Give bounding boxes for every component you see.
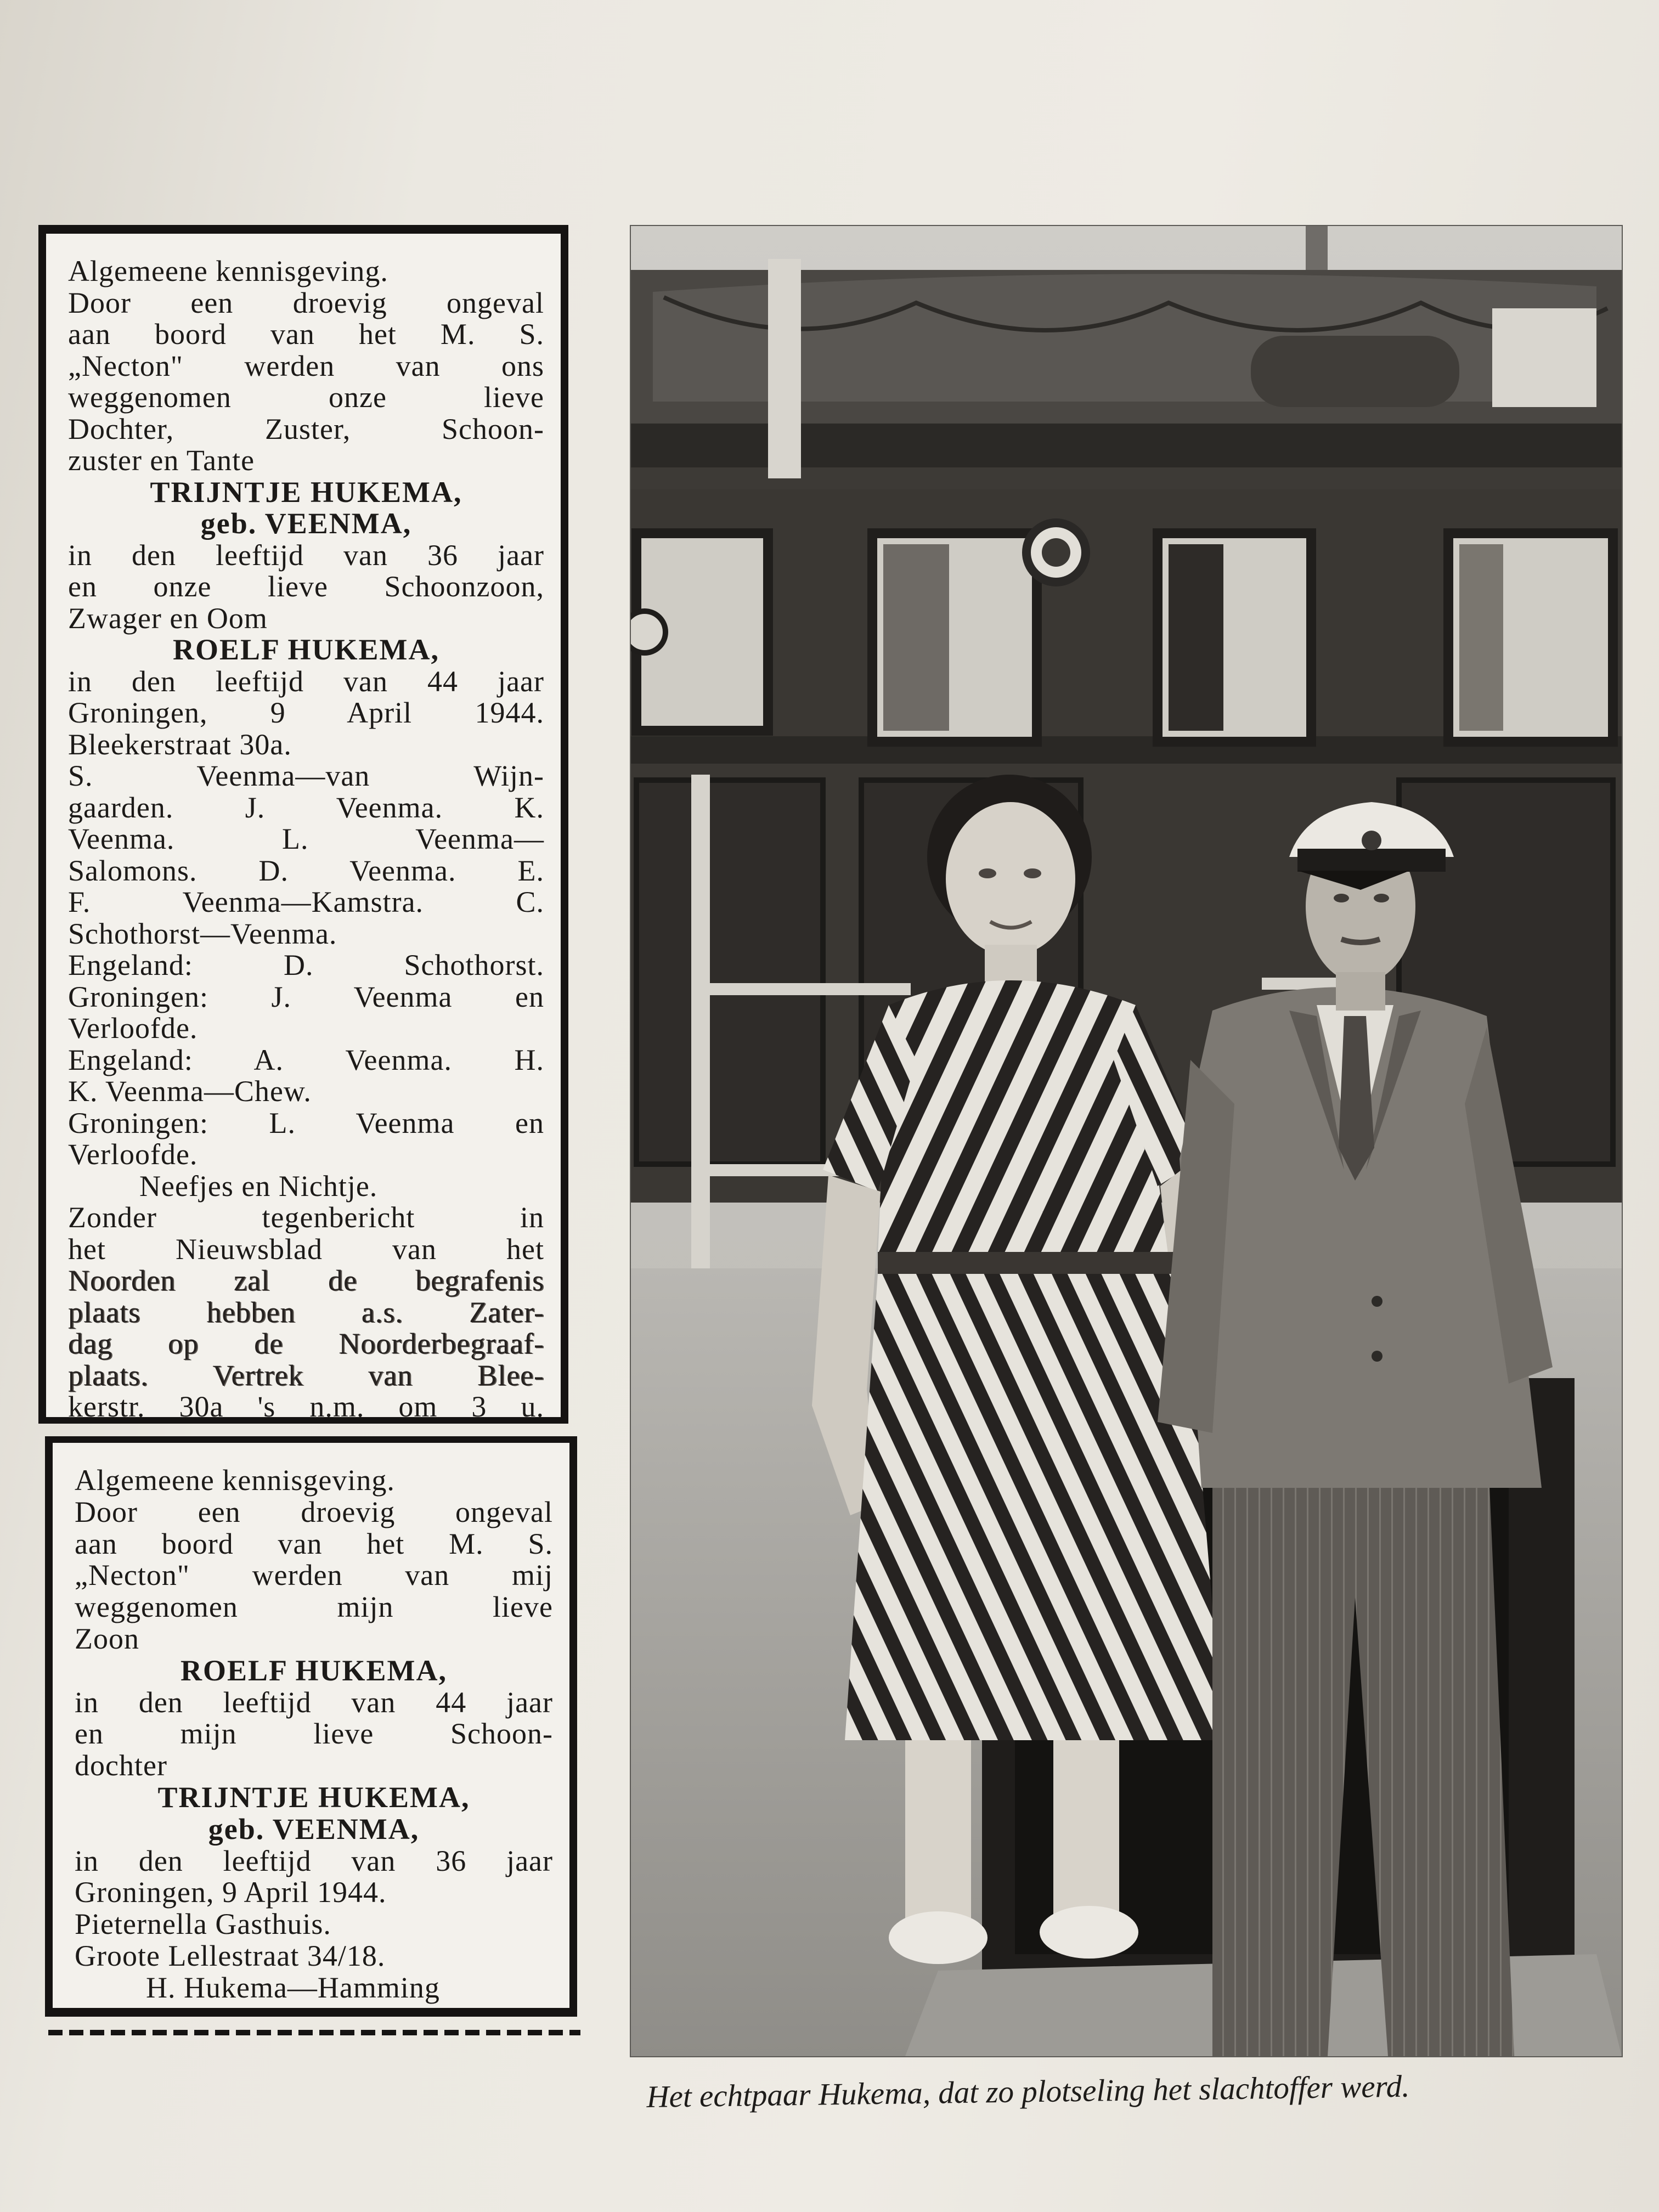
notice-line: geb. VEENMA, <box>200 507 412 540</box>
notice-line: Groningen: J. Veenma en <box>68 980 544 1013</box>
notice-line: plaats hebben a.s. Zater- <box>68 1295 544 1329</box>
death-notice-1 <box>38 225 568 1424</box>
notice-line: Door een droevig ongeval <box>68 286 544 319</box>
notice-line: Groningen, 9 April 1944. <box>68 696 544 729</box>
notice-line: Groote Lellestraat 34/18. <box>75 1939 386 1972</box>
notice-line: Zwager en Oom <box>68 601 268 635</box>
notice-line: Zonder tegenbericht in <box>68 1201 544 1234</box>
notice-1-text <box>68 256 544 1423</box>
notice-line: weggenomen mijn lieve <box>75 1590 553 1624</box>
notice-line: ROELF HUKEMA, <box>172 633 439 666</box>
notice-line: Zoon <box>75 1622 139 1655</box>
notice-line: kerstr. 30a 's n.m. om 3 u. <box>68 1390 544 1423</box>
notice-line: TRIJNTJE HUKEMA, <box>150 475 462 509</box>
notice-line: Engeland: A. Veenma. H. <box>68 1043 544 1076</box>
notice-line: Salomons. D. Veenma. E. <box>68 854 544 887</box>
notice-line: Algemeene kennisgeving. <box>75 1464 395 1497</box>
notice-line: gaarden. J. Veenma. K. <box>68 791 544 824</box>
notice-line: Verloofde. <box>68 1138 198 1171</box>
notice-line: het Nieuwsblad van het <box>68 1232 544 1266</box>
death-notice-2 <box>45 1436 577 2017</box>
notice-line: Veenma. L. Veenma— <box>68 822 544 855</box>
dashed-rule <box>48 2030 580 2035</box>
notice-line: Noorden zal de begrafenis <box>68 1264 544 1297</box>
notice-line: in den leeftijd van 44 jaar <box>75 1685 553 1719</box>
notice-line: Groningen: L. Veenma en <box>68 1106 544 1139</box>
notice-line: en mijn lieve Schoon- <box>75 1717 553 1751</box>
notice-line: en onze lieve Schoonzoon, <box>68 570 544 603</box>
notice-line: S. Veenma—van Wijn- <box>68 759 544 792</box>
photo-caption: Het echtpaar Hukema, dat zo plotseling het slachtoffer werd. <box>646 2069 1410 2114</box>
notice-line: Algemeene kennisgeving. <box>68 255 388 287</box>
photograph-couple-on-ship <box>630 225 1623 2057</box>
notice-line: Door een droevig ongeval <box>75 1495 553 1528</box>
notice-line: „Necton" werden van mij <box>75 1559 553 1592</box>
notice-line: Bleekerstraat 30a. <box>68 727 292 761</box>
notice-line: dag op de Noorderbegraaf- <box>68 1327 544 1360</box>
notice-line: Groningen, 9 April 1944. <box>75 1876 387 1909</box>
notice-line: weggenomen onze lieve <box>68 381 544 414</box>
notice-line: Neefjes en Nichtje. <box>139 1169 378 1203</box>
notice-line: aan boord van het M. S. <box>75 1527 553 1560</box>
notice-line: plaats. Vertrek van Blee- <box>68 1358 544 1392</box>
notice-line: ROELF HUKEMA, <box>180 1654 447 1687</box>
notice-line: in den leeftijd van 36 jaar <box>68 538 544 572</box>
notice-line: Dochter, Zuster, Schoon- <box>68 412 544 445</box>
notice-line: dochter <box>75 1749 167 1782</box>
notice-2-text <box>75 1465 553 2004</box>
notice-line: Verloofde. <box>68 1012 198 1045</box>
notice-line: Engeland: D. Schothorst. <box>68 949 544 981</box>
notice-line: in den leeftijd van 36 jaar <box>75 1844 553 1877</box>
notice-line: geb. VEENMA, <box>208 1812 420 1846</box>
notice-line: Schothorst—Veenma. <box>68 917 337 950</box>
notice-line: H. Hukema—Hamming <box>146 1971 440 2004</box>
notice-line: aan boord van het M. S. <box>68 318 544 351</box>
notice-line: Pieternella Gasthuis. <box>75 1908 331 1941</box>
notice-line: „Necton" werden van ons <box>68 349 544 382</box>
notice-line: K. Veenma—Chew. <box>68 1075 312 1108</box>
notice-line: in den leeftijd van 44 jaar <box>68 664 544 698</box>
notice-line: TRIJNTJE HUKEMA, <box>157 1780 470 1814</box>
notice-line: zuster en Tante <box>68 444 255 477</box>
notice-line: F. Veenma—Kamstra. C. <box>68 885 544 918</box>
